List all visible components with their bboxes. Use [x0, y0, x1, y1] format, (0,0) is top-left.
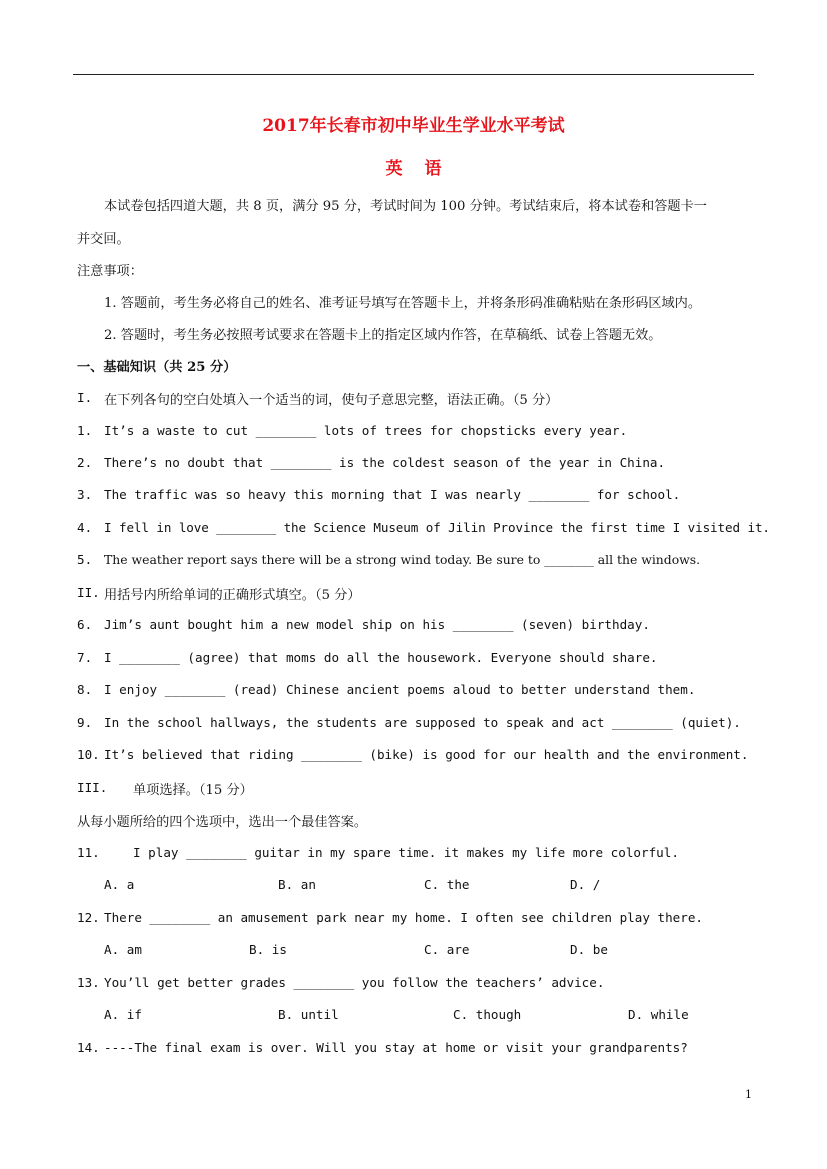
question-text: The weather report says there will be a strong wind today. Be sure to ________ all the windows.: [104, 552, 701, 567]
option-d: D. be: [570, 942, 608, 957]
question-text: Jim’s aunt bought him a new model ship on his ________ (seven) birthday.: [104, 617, 650, 632]
question-text: It’s a waste to cut ________ lots of trees for chopsticks every year.: [104, 423, 628, 438]
intro-line-2: 并交回。: [77, 232, 130, 247]
question-number: 14.: [77, 1040, 100, 1055]
question-text: There’s no doubt that ________ is the coldest season of the year in China.: [104, 455, 666, 470]
section-heading: 一、基础知识（共 25 分）: [77, 360, 237, 375]
header-rule: [73, 74, 754, 75]
page-number: 1: [745, 1088, 752, 1101]
part-2-instruction: 用括号内所给单词的正确形式填空。（5 分）: [104, 588, 361, 603]
question-text: I ________ (agree) that moms do all the housework. Everyone should share.: [104, 650, 658, 665]
question-text: It’s believed that riding ________ (bike) is good for our health and the environment.: [104, 747, 749, 762]
part-3-number: III.: [77, 780, 108, 795]
question-text: In the school hallways, the students are supposed to speak and act ________ (quiet).: [104, 715, 741, 730]
part-1-number: I.: [77, 390, 93, 405]
question-text: The traffic was so heavy this morning that I was nearly ________ for school.: [104, 487, 681, 502]
question-number: 8.: [77, 682, 93, 697]
option-b: B. is: [249, 942, 287, 957]
exam-title: 2017年长春市初中毕业生学业水平考试: [262, 116, 565, 136]
option-c: C. though: [453, 1007, 522, 1022]
part-1-instruction: 在下列各句的空白处填入一个适当的词，使句子意思完整，语法正确。（5 分）: [104, 393, 559, 408]
option-d: D. /: [570, 877, 601, 892]
question-text: I fell in love ________ the Science Museum of Jilin Province the first time I visited it.: [104, 520, 770, 535]
question-text: I play ________ guitar in my spare time. it makes my life more colorful.: [133, 845, 679, 860]
question-number: 5.: [77, 552, 93, 567]
question-number: 10.: [77, 747, 100, 762]
part-2-number: II.: [77, 585, 100, 600]
question-text: I enjoy ________ (read) Chinese ancient poems aloud to better understand them.: [104, 682, 696, 697]
question-number: 6.: [77, 617, 93, 632]
part-3-instruction: 单项选择。（15 分）: [133, 783, 253, 798]
option-b: B. an: [278, 877, 316, 892]
subject-title: 英语: [385, 159, 464, 179]
question-text: ----The final exam is over. Will you stay at home or visit your grandparents?: [104, 1040, 688, 1055]
option-a: A. if: [104, 1007, 142, 1022]
question-text: There ________ an amusement park near my home. I often see children play there.: [104, 910, 703, 925]
notes-heading: 注意事项：: [77, 264, 143, 279]
option-a: A. a: [104, 877, 135, 892]
question-number: 13.: [77, 975, 100, 990]
option-c: C. the: [424, 877, 470, 892]
note-item-1: 1. 答题前，考生务必将自己的姓名、准考证号填写在答题卡上，并将条形码准确粘贴在条形码区域内。: [104, 296, 702, 311]
intro-line-1: 本试卷包括四道大题，共 8 页，满分 95 分，考试时间为 100 分钟。考试结束后，将本试卷和答题卡一: [104, 199, 707, 214]
question-number: 11.: [77, 845, 100, 860]
question-text: You’ll get better grades ________ you follow the teachers’ advice.: [104, 975, 605, 990]
option-a: A. am: [104, 942, 142, 957]
question-number: 1.: [77, 423, 93, 438]
option-c: C. are: [424, 942, 470, 957]
question-number: 2.: [77, 455, 93, 470]
question-number: 4.: [77, 520, 93, 535]
question-number: 7.: [77, 650, 93, 665]
part-3-direction: 从每小题所给的四个选项中，选出一个最佳答案。: [77, 815, 368, 830]
option-b: B. until: [278, 1007, 339, 1022]
question-number: 3.: [77, 487, 93, 502]
question-number: 9.: [77, 715, 93, 730]
option-d: D. while: [628, 1007, 689, 1022]
note-item-2: 2. 答题时，考生务必按照考试要求在答题卡上的指定区域内作答，在草稿纸、试卷上答题无效。: [104, 328, 662, 343]
question-number: 12.: [77, 910, 100, 925]
